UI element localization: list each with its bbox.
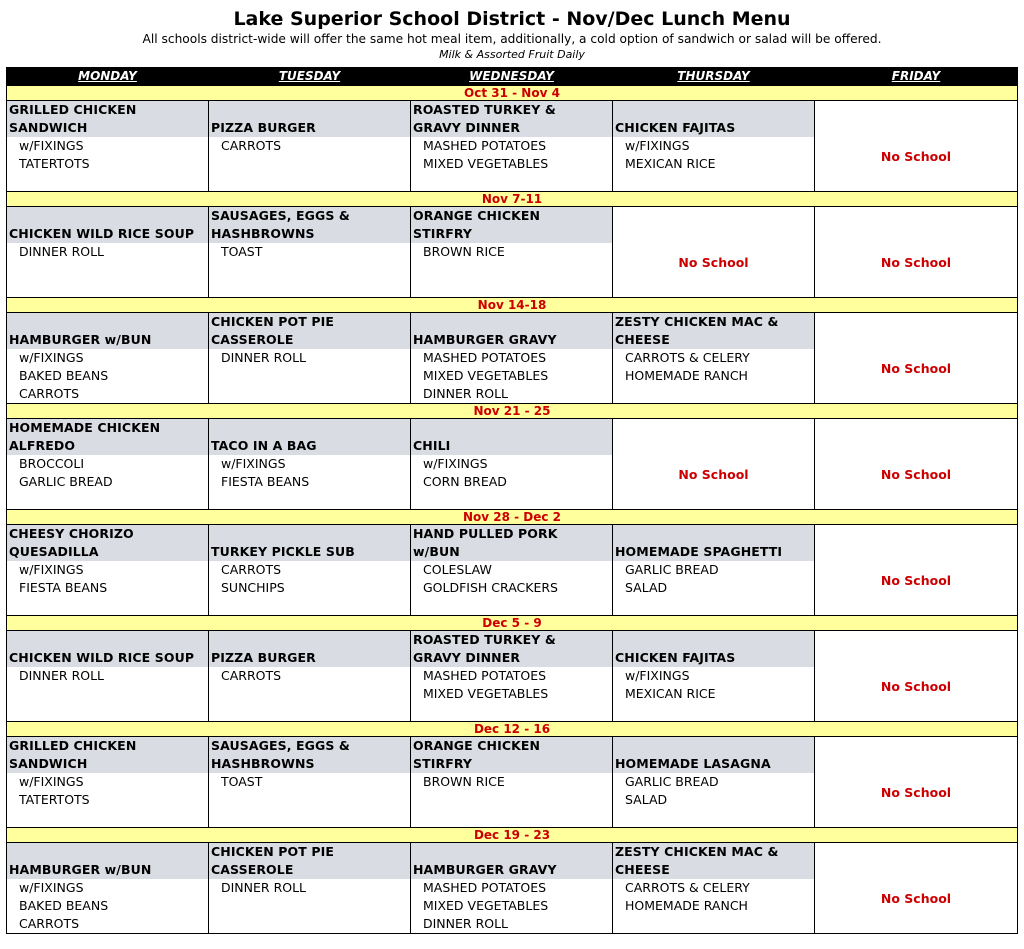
side-item: TATERTOTS xyxy=(19,156,90,171)
menu-cell-friday xyxy=(815,207,1018,298)
main-dish-line: HAMBURGER GRAVY xyxy=(413,862,557,877)
side-item: MIXED VEGETABLES xyxy=(423,368,549,383)
main-dish-line: STIRFRY xyxy=(413,756,473,771)
main-dish xyxy=(7,207,208,243)
side-item: w/FIXINGS xyxy=(423,456,488,471)
main-dish-line: HOMEMADE LASAGNA xyxy=(615,756,771,771)
no-school-label: No School xyxy=(678,255,749,270)
page-header xyxy=(0,0,1024,62)
main-dish-line: CHILI xyxy=(413,438,451,453)
side-item: w/FIXINGS xyxy=(19,774,84,789)
main-dish-line: ALFREDO xyxy=(9,438,76,453)
menu-cell-wednesday xyxy=(411,525,613,616)
menu-cell-thursday xyxy=(613,843,815,934)
main-dish-line: CHEESE xyxy=(615,332,670,347)
menu-cell-thursday xyxy=(613,631,815,722)
side-item: HOMEMADE RANCH xyxy=(625,898,748,913)
no-school-label: No School xyxy=(880,361,952,376)
main-dish-line: STIRFRY xyxy=(413,226,473,241)
menu-cell-thursday xyxy=(613,419,815,510)
main-dish xyxy=(7,843,208,879)
main-dish xyxy=(7,737,208,773)
menu-cell-tuesday xyxy=(209,737,411,828)
no-school-label: No School xyxy=(880,785,952,800)
side-item: CORN BREAD xyxy=(423,474,507,489)
menu-cell-friday xyxy=(815,101,1018,192)
main-dish xyxy=(613,737,814,773)
menu-row xyxy=(7,101,1018,192)
week-label: Nov 7-11 xyxy=(7,192,1018,207)
week-row xyxy=(7,192,1018,207)
main-dish xyxy=(411,737,612,773)
menu-cell-wednesday xyxy=(411,843,613,934)
main-dish-line: ZESTY CHICKEN MAC & xyxy=(615,844,779,859)
menu-cell-friday xyxy=(815,737,1018,828)
side-item: w/FIXINGS xyxy=(19,138,84,153)
menu-cell-wednesday xyxy=(411,101,613,192)
main-dish-line: HAMBURGER w/BUN xyxy=(9,332,152,347)
side-item: SALAD xyxy=(625,580,668,595)
side-item: GOLDFISH CRACKERS xyxy=(423,580,558,595)
menu-cell-monday xyxy=(7,737,209,828)
main-dish-line: ROASTED TURKEY & xyxy=(413,102,556,117)
side-item: BROWN RICE xyxy=(423,244,505,259)
main-dish-line: SANDWICH xyxy=(9,120,88,135)
main-dish xyxy=(613,631,814,667)
menu-cell-monday xyxy=(7,207,209,298)
menu-cell-thursday xyxy=(613,313,815,404)
main-dish-line: CASSEROLE xyxy=(211,862,294,877)
menu-cell-tuesday xyxy=(209,631,411,722)
side-item: DINNER ROLL xyxy=(423,386,509,401)
main-dish xyxy=(411,843,612,879)
main-dish-line: SAUSAGES, EGGS & xyxy=(211,738,350,753)
main-dish xyxy=(209,313,410,349)
main-dish xyxy=(7,419,208,455)
no-school-label: No School xyxy=(880,467,952,482)
side-item: CARROTS xyxy=(19,386,80,401)
side-item: BROCCOLI xyxy=(19,456,85,471)
week-label: Nov 21 - 25 xyxy=(7,404,1018,419)
main-dish-line: HASHBROWNS xyxy=(211,756,315,771)
side-item: CARROTS xyxy=(19,916,80,931)
side-item: w/FIXINGS xyxy=(221,456,286,471)
side-item: DINNER ROLL xyxy=(221,880,307,895)
menu-cell-wednesday xyxy=(411,207,613,298)
main-dish xyxy=(7,525,208,561)
main-dish xyxy=(7,631,208,667)
main-dish xyxy=(209,525,410,561)
main-dish-line: HAMBURGER GRAVY xyxy=(413,332,557,347)
menu-cell-monday xyxy=(7,101,209,192)
main-dish xyxy=(411,419,612,455)
side-item: GARLIC BREAD xyxy=(625,562,719,577)
side-item: MASHED POTATOES xyxy=(423,138,547,153)
side-item: SUNCHIPS xyxy=(221,580,285,595)
side-item: MASHED POTATOES xyxy=(423,350,547,365)
no-school-label: No School xyxy=(880,149,952,164)
no-school-label: No School xyxy=(880,573,952,588)
page-subtitle: All schools district-wide will offer the same hot meal item, additionally, a cold option of sandwich or salad will be offered. xyxy=(142,32,882,46)
week-label: Dec 19 - 23 xyxy=(7,828,1018,843)
side-item: w/FIXINGS xyxy=(19,350,84,365)
main-dish-line: SANDWICH xyxy=(9,756,88,771)
main-dish-line: QUESADILLA xyxy=(9,544,99,559)
week-row xyxy=(7,616,1018,631)
main-dish xyxy=(209,101,410,137)
side-item: FIESTA BEANS xyxy=(221,474,310,489)
menu-cell-tuesday xyxy=(209,101,411,192)
side-item: BAKED BEANS xyxy=(19,898,109,913)
side-item: CARROTS & CELERY xyxy=(625,350,750,365)
day-header-friday: FRIDAY xyxy=(815,68,1018,86)
main-dish xyxy=(209,207,410,243)
side-item: MIXED VEGETABLES xyxy=(423,686,549,701)
week-row xyxy=(7,298,1018,313)
main-dish xyxy=(411,101,612,137)
side-item: w/FIXINGS xyxy=(625,138,690,153)
main-dish-line: ORANGE CHICKEN xyxy=(413,738,541,753)
side-item: TATERTOTS xyxy=(19,792,90,807)
menu-cell-wednesday xyxy=(411,313,613,404)
main-dish-line: GRAVY DINNER xyxy=(413,120,521,135)
main-dish xyxy=(209,419,410,455)
side-item: w/FIXINGS xyxy=(19,562,84,577)
menu-cell-tuesday xyxy=(209,525,411,616)
week-label: Dec 5 - 9 xyxy=(7,616,1018,631)
main-dish-line: HOMEMADE CHICKEN xyxy=(9,420,161,435)
main-dish xyxy=(411,313,612,349)
main-dish-line: ORANGE CHICKEN xyxy=(413,208,541,223)
main-dish-line: CHICKEN POT PIE xyxy=(211,844,335,859)
side-item: BROWN RICE xyxy=(423,774,505,789)
side-item: MIXED VEGETABLES xyxy=(423,898,549,913)
no-school-label: No School xyxy=(880,255,952,270)
week-label: Dec 12 - 16 xyxy=(7,722,1018,737)
main-dish-line: TURKEY PICKLE SUB xyxy=(211,544,355,559)
main-dish-line: CHEESE xyxy=(615,862,670,877)
no-school-label: No School xyxy=(880,891,952,906)
daily-note: Milk & Assorted Fruit Daily xyxy=(439,48,585,61)
side-item: CARROTS xyxy=(221,562,282,577)
main-dish-line: GRILLED CHICKEN xyxy=(9,102,137,117)
menu-cell-tuesday xyxy=(209,207,411,298)
main-dish-line: w/BUN xyxy=(413,544,460,559)
menu-cell-monday xyxy=(7,419,209,510)
side-item: CARROTS xyxy=(221,668,282,683)
lunch-menu-table xyxy=(6,67,1018,934)
day-header-monday: MONDAY xyxy=(7,68,209,86)
side-item: GARLIC BREAD xyxy=(625,774,719,789)
week-row xyxy=(7,828,1018,843)
side-item: w/FIXINGS xyxy=(19,880,84,895)
main-dish-line: PIZZA BURGER xyxy=(211,650,316,665)
side-item: TOAST xyxy=(221,774,263,789)
side-item: MIXED VEGETABLES xyxy=(423,156,549,171)
menu-row xyxy=(7,313,1018,404)
side-item: DINNER ROLL xyxy=(221,350,307,365)
main-dish-line: CHICKEN POT PIE xyxy=(211,314,335,329)
menu-row xyxy=(7,737,1018,828)
main-dish-line: CHICKEN WILD RICE SOUP xyxy=(9,226,195,241)
main-dish-line: HAND PULLED PORK xyxy=(413,526,558,541)
main-dish-line: HASHBROWNS xyxy=(211,226,315,241)
no-school-label: No School xyxy=(678,467,749,482)
menu-cell-tuesday xyxy=(209,313,411,404)
menu-cell-tuesday xyxy=(209,419,411,510)
menu-cell-friday xyxy=(815,631,1018,722)
week-label: Nov 28 - Dec 2 xyxy=(7,510,1018,525)
menu-row xyxy=(7,419,1018,510)
menu-cell-monday xyxy=(7,843,209,934)
main-dish xyxy=(7,101,208,137)
main-dish xyxy=(411,631,612,667)
menu-cell-tuesday xyxy=(209,843,411,934)
side-item: GARLIC BREAD xyxy=(19,474,113,489)
side-item: BAKED BEANS xyxy=(19,368,109,383)
menu-cell-wednesday xyxy=(411,631,613,722)
main-dish-line: ROASTED TURKEY & xyxy=(413,632,556,647)
side-item: MASHED POTATOES xyxy=(423,880,547,895)
main-dish-line: HOMEMADE SPAGHETTI xyxy=(615,544,783,559)
menu-cell-thursday xyxy=(613,101,815,192)
main-dish xyxy=(613,525,814,561)
side-item: COLESLAW xyxy=(423,562,492,577)
menu-cell-friday xyxy=(815,843,1018,934)
main-dish xyxy=(209,843,410,879)
main-dish-line: CHICKEN FAJITAS xyxy=(615,120,736,135)
side-item: MEXICAN RICE xyxy=(625,156,716,171)
menu-cell-friday xyxy=(815,525,1018,616)
menu-cell-wednesday xyxy=(411,419,613,510)
menu-cell-monday xyxy=(7,631,209,722)
menu-body xyxy=(7,86,1018,934)
main-dish xyxy=(411,525,612,561)
week-row xyxy=(7,404,1018,419)
side-item: DINNER ROLL xyxy=(423,916,509,931)
main-dish-line: PIZZA BURGER xyxy=(211,120,316,135)
side-item: FIESTA BEANS xyxy=(19,580,108,595)
week-row xyxy=(7,722,1018,737)
main-dish-line: CASSEROLE xyxy=(211,332,294,347)
day-header-thursday: THURSDAY xyxy=(613,68,815,86)
day-header-row xyxy=(7,68,1018,86)
main-dish xyxy=(209,631,410,667)
week-row xyxy=(7,86,1018,101)
page-title: Lake Superior School District - Nov/Dec Lunch Menu xyxy=(233,8,791,30)
week-row xyxy=(7,510,1018,525)
menu-cell-thursday xyxy=(613,737,815,828)
menu-row xyxy=(7,207,1018,298)
menu-cell-monday xyxy=(7,525,209,616)
menu-cell-monday xyxy=(7,313,209,404)
main-dish xyxy=(411,207,612,243)
side-item: TOAST xyxy=(221,244,263,259)
side-item: HOMEMADE RANCH xyxy=(625,368,748,383)
side-item: DINNER ROLL xyxy=(19,244,105,259)
side-item: DINNER ROLL xyxy=(19,668,105,683)
main-dish-line: ZESTY CHICKEN MAC & xyxy=(615,314,779,329)
main-dish xyxy=(613,313,814,349)
no-school-label: No School xyxy=(880,679,952,694)
menu-row xyxy=(7,843,1018,934)
side-item: CARROTS & CELERY xyxy=(625,880,750,895)
side-item: w/FIXINGS xyxy=(625,668,690,683)
main-dish xyxy=(7,313,208,349)
menu-cell-friday xyxy=(815,419,1018,510)
menu-row xyxy=(7,631,1018,722)
main-dish-line: SAUSAGES, EGGS & xyxy=(211,208,350,223)
main-dish-line: GRILLED CHICKEN xyxy=(9,738,137,753)
menu-row xyxy=(7,525,1018,616)
main-dish xyxy=(209,737,410,773)
main-dish-line: HAMBURGER w/BUN xyxy=(9,862,152,877)
main-dish-line: CHICKEN FAJITAS xyxy=(615,650,736,665)
day-header-wednesday: WEDNESDAY xyxy=(411,68,613,86)
side-item: CARROTS xyxy=(221,138,282,153)
menu-cell-wednesday xyxy=(411,737,613,828)
menu-cell-thursday xyxy=(613,207,815,298)
menu-cell-thursday xyxy=(613,525,815,616)
main-dish-line: TACO IN A BAG xyxy=(211,438,317,453)
main-dish-line: CHICKEN WILD RICE SOUP xyxy=(9,650,195,665)
main-dish-line: GRAVY DINNER xyxy=(413,650,521,665)
main-dish xyxy=(613,101,814,137)
week-label: Oct 31 - Nov 4 xyxy=(7,86,1018,101)
week-label: Nov 14-18 xyxy=(7,298,1018,313)
main-dish xyxy=(613,843,814,879)
menu-cell-friday xyxy=(815,313,1018,404)
side-item: SALAD xyxy=(625,792,668,807)
side-item: MEXICAN RICE xyxy=(625,686,716,701)
side-item: MASHED POTATOES xyxy=(423,668,547,683)
main-dish-line: CHEESY CHORIZO xyxy=(9,526,134,541)
day-header-tuesday: TUESDAY xyxy=(209,68,411,86)
